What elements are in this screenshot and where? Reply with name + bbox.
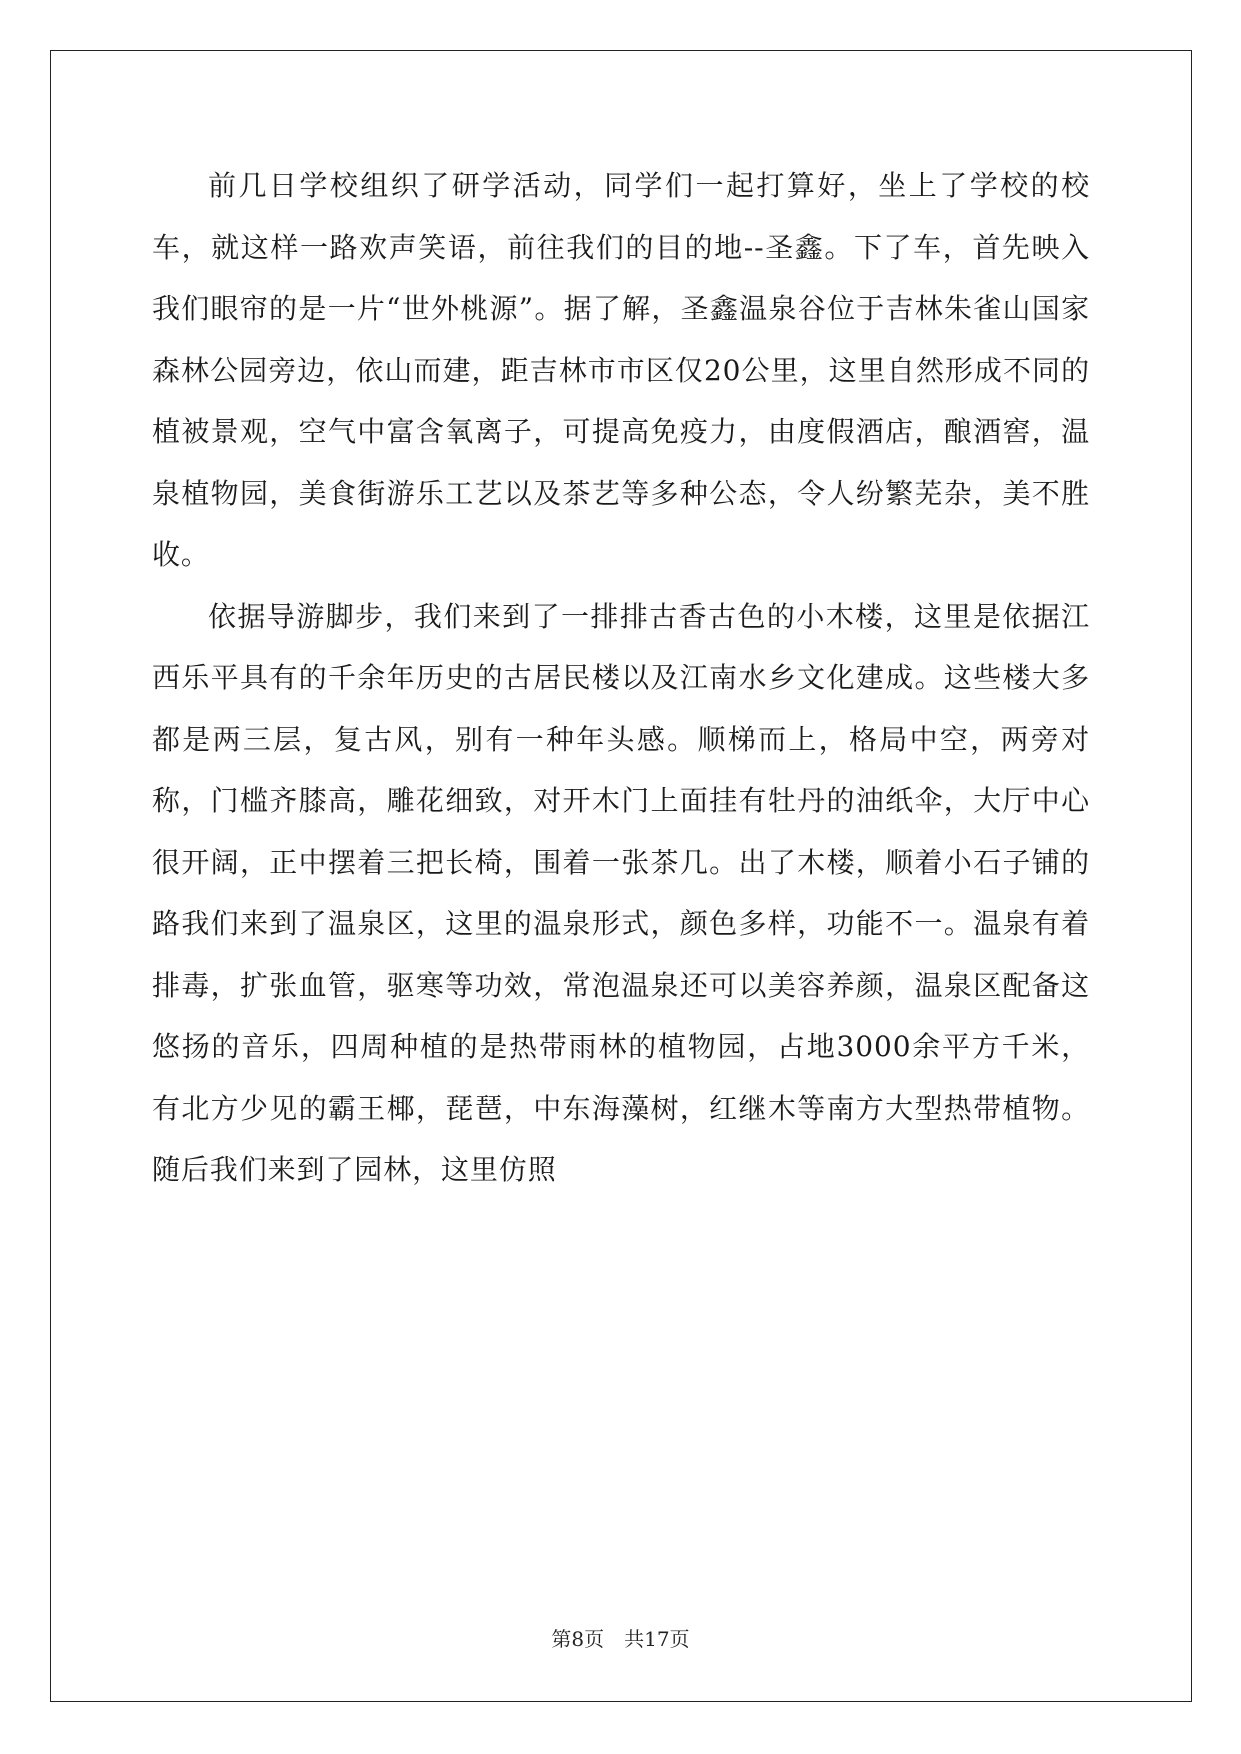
paragraph-1: 前几日学校组织了研学活动，同学们一起打算好，坐上了学校的校车，就这样一路欢声笑语，前往我们的目的地--圣鑫。下了车，首先映入我们眼帘的是一片“世外桃源”。据了解，圣鑫温泉谷位于吉林朱雀山国家森林公园旁边，依山而建，距吉林市市区仅20公里，这里自然形成不同的植被景观，空气中富含氧离子，可提高免疫力，由度假酒店，酿酒窖，温泉植物园，美食街游乐工艺以及茶艺等多种公态，令人纷繁芜杂，美不胜收。 <box>152 169 1090 571</box>
paragraph-2: 依据导游脚步，我们来到了一排排古香古色的小木楼，这里是依据江西乐平具有的千余年历史的古居民楼以及江南水乡文化建成。这些楼大多都是两三层，复古风，别有一种年头感。顺梯而上，格局中空，两旁对称，门槛齐膝高，雕花细致，对开木门上面挂有牡丹的油纸伞，大厅中心很开阔，正中摆着三把长椅，围着一张茶几。出了木楼，顺着小石子铺的路我们来到了温泉区，这里的温泉形式，颜色多样，功能不一。温泉有着排毒，扩张血管，驱寒等功效，常泡温泉还可以美容养颜，温泉区配备这悠扬的音乐，四周种植的是热带雨林的植物园，占地3000余平方千米，有北方少见的霸王椰，琵琶，中东海藻树，红继木等南方大型热带植物。随后我们来到了园林，这里仿照 <box>152 599 1090 1186</box>
page-footer <box>0 1623 1241 1652</box>
document-body <box>152 155 1090 1201</box>
page-number: 第8页 <box>551 1627 605 1651</box>
page-total: 共17页 <box>624 1627 690 1651</box>
